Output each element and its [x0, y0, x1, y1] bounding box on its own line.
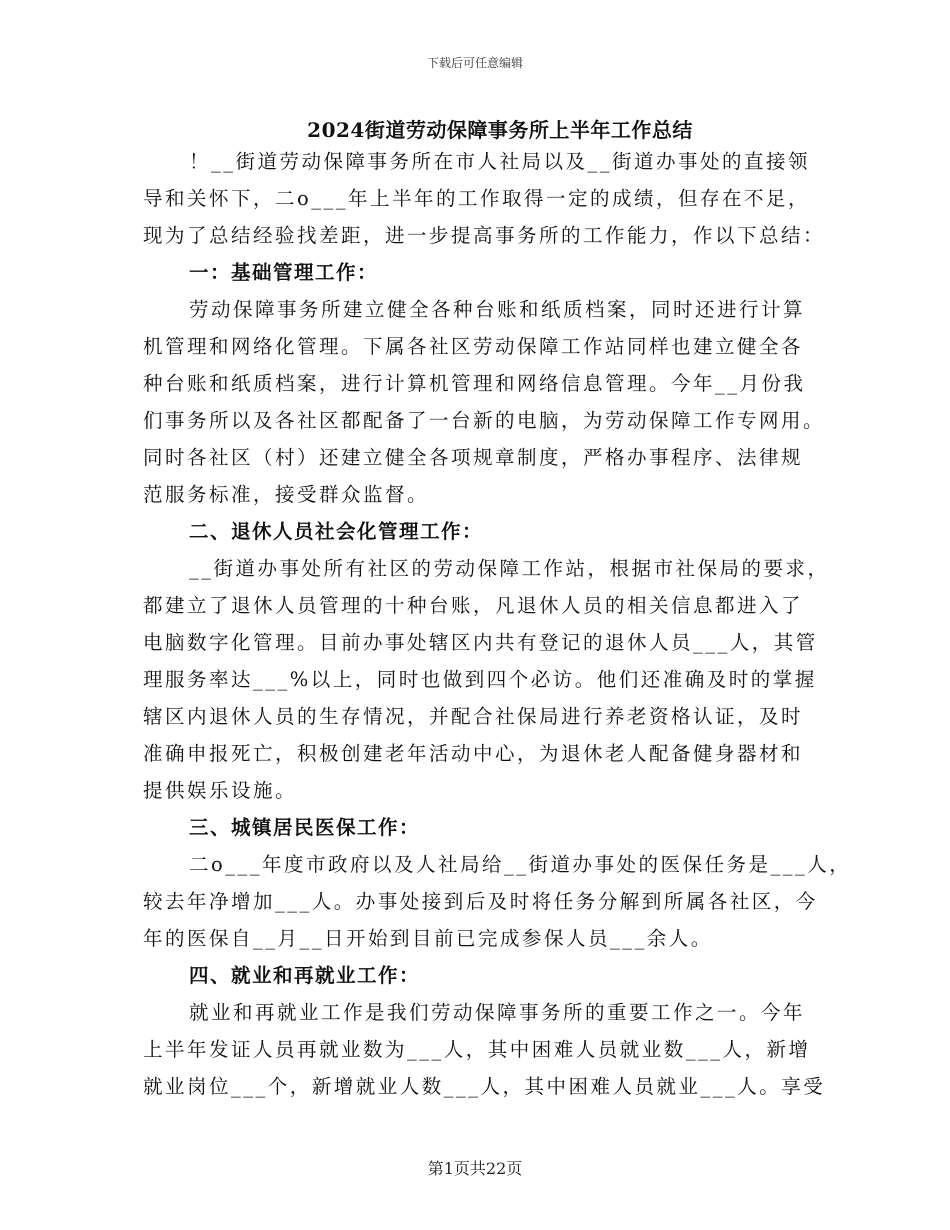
paragraph-line: 较去年净增加___人。办事处接到后及时将任务分解到所属各社区，今	[143, 890, 818, 913]
paragraph-line: ！__街道劳动保障事务所在市人社局以及__街道办事处的直接领	[189, 150, 811, 173]
document-body	[143, 143, 852, 1105]
paragraph-line: 就业岗位___个，新增就业人数___人，其中困难人员就业___人。享受	[143, 1075, 826, 1098]
paragraph-line: 现为了总结经验找差距，进一步提高事务所的工作能力，作以下总结：	[143, 224, 826, 247]
section-heading: 一：基础管理工作：	[189, 261, 379, 284]
paragraph-line: 劳动保障事务所建立健全各种台账和纸质档案，同时还进行计算	[189, 298, 806, 321]
header-note: 下载后可任意编辑	[426, 56, 523, 70]
paragraph-line: 同时各社区（村）还建立健全各项规章制度，严格办事程序、法律规	[143, 446, 804, 469]
paragraph-line: 种台账和纸质档案，进行计算机管理和网络信息管理。今年__月份我	[143, 372, 806, 395]
paragraph-line: 机管理和网络化管理。下属各社区劳动保障工作站同样也建立健全各	[143, 335, 804, 358]
paragraph-line: 电脑数字化管理。目前办事处辖区内共有登记的退休人员___人，其管	[143, 631, 818, 654]
paragraph-line: 就业和再就业工作是我们劳动保障事务所的重要工作之一。今年	[189, 1001, 806, 1024]
paragraph-line: 范服务标准，接受群众监督。	[143, 483, 430, 506]
paragraph-line: 导和关怀下，二o___年上半年的工作取得一定的成绩，但存在不足，	[143, 187, 810, 210]
paragraph-line: 二o___年度市政府以及人社局给__街道办事处的医保任务是___人，	[189, 853, 852, 876]
paragraph-line: 提供娱乐设施。	[143, 779, 298, 802]
paragraph-line: __街道办事处所有社区的劳动保障工作站，根据市社保局的要求，	[189, 557, 830, 580]
paragraph-line: 理服务率达___%以上，同时也做到四个必访。他们还准确及时的掌握	[143, 668, 817, 691]
section-heading: 二、退休人员社会化管理工作：	[189, 520, 484, 543]
paragraph-line: 辖区内退休人员的生存情况，并配合社保局进行养老资格认证，及时	[143, 705, 804, 728]
page-footer: 第1页共22页	[427, 1159, 523, 1178]
section-heading: 四、就业和再就业工作：	[189, 964, 421, 987]
document-title: 2024街道劳动保障事务所上半年工作总结	[307, 118, 693, 142]
section-heading: 三、城镇居民医保工作：	[189, 816, 421, 839]
paragraph-line: 年的医保自__月__日开始到目前已完成参保人员___余人。	[143, 927, 713, 950]
paragraph-line: 们事务所以及各社区都配备了一台新的电脑，为劳动保障工作专网用。	[143, 409, 826, 432]
paragraph-line: 准确申报死亡，积极创建老年活动中心，为退休老人配备健身器材和	[143, 742, 804, 765]
paragraph-line: 都建立了退休人员管理的十种台账，凡退休人员的相关信息都进入了	[143, 594, 804, 617]
paragraph-line: 上半年发证人员再就业数为___人，其中困难人员就业数___人，新增	[143, 1038, 811, 1061]
